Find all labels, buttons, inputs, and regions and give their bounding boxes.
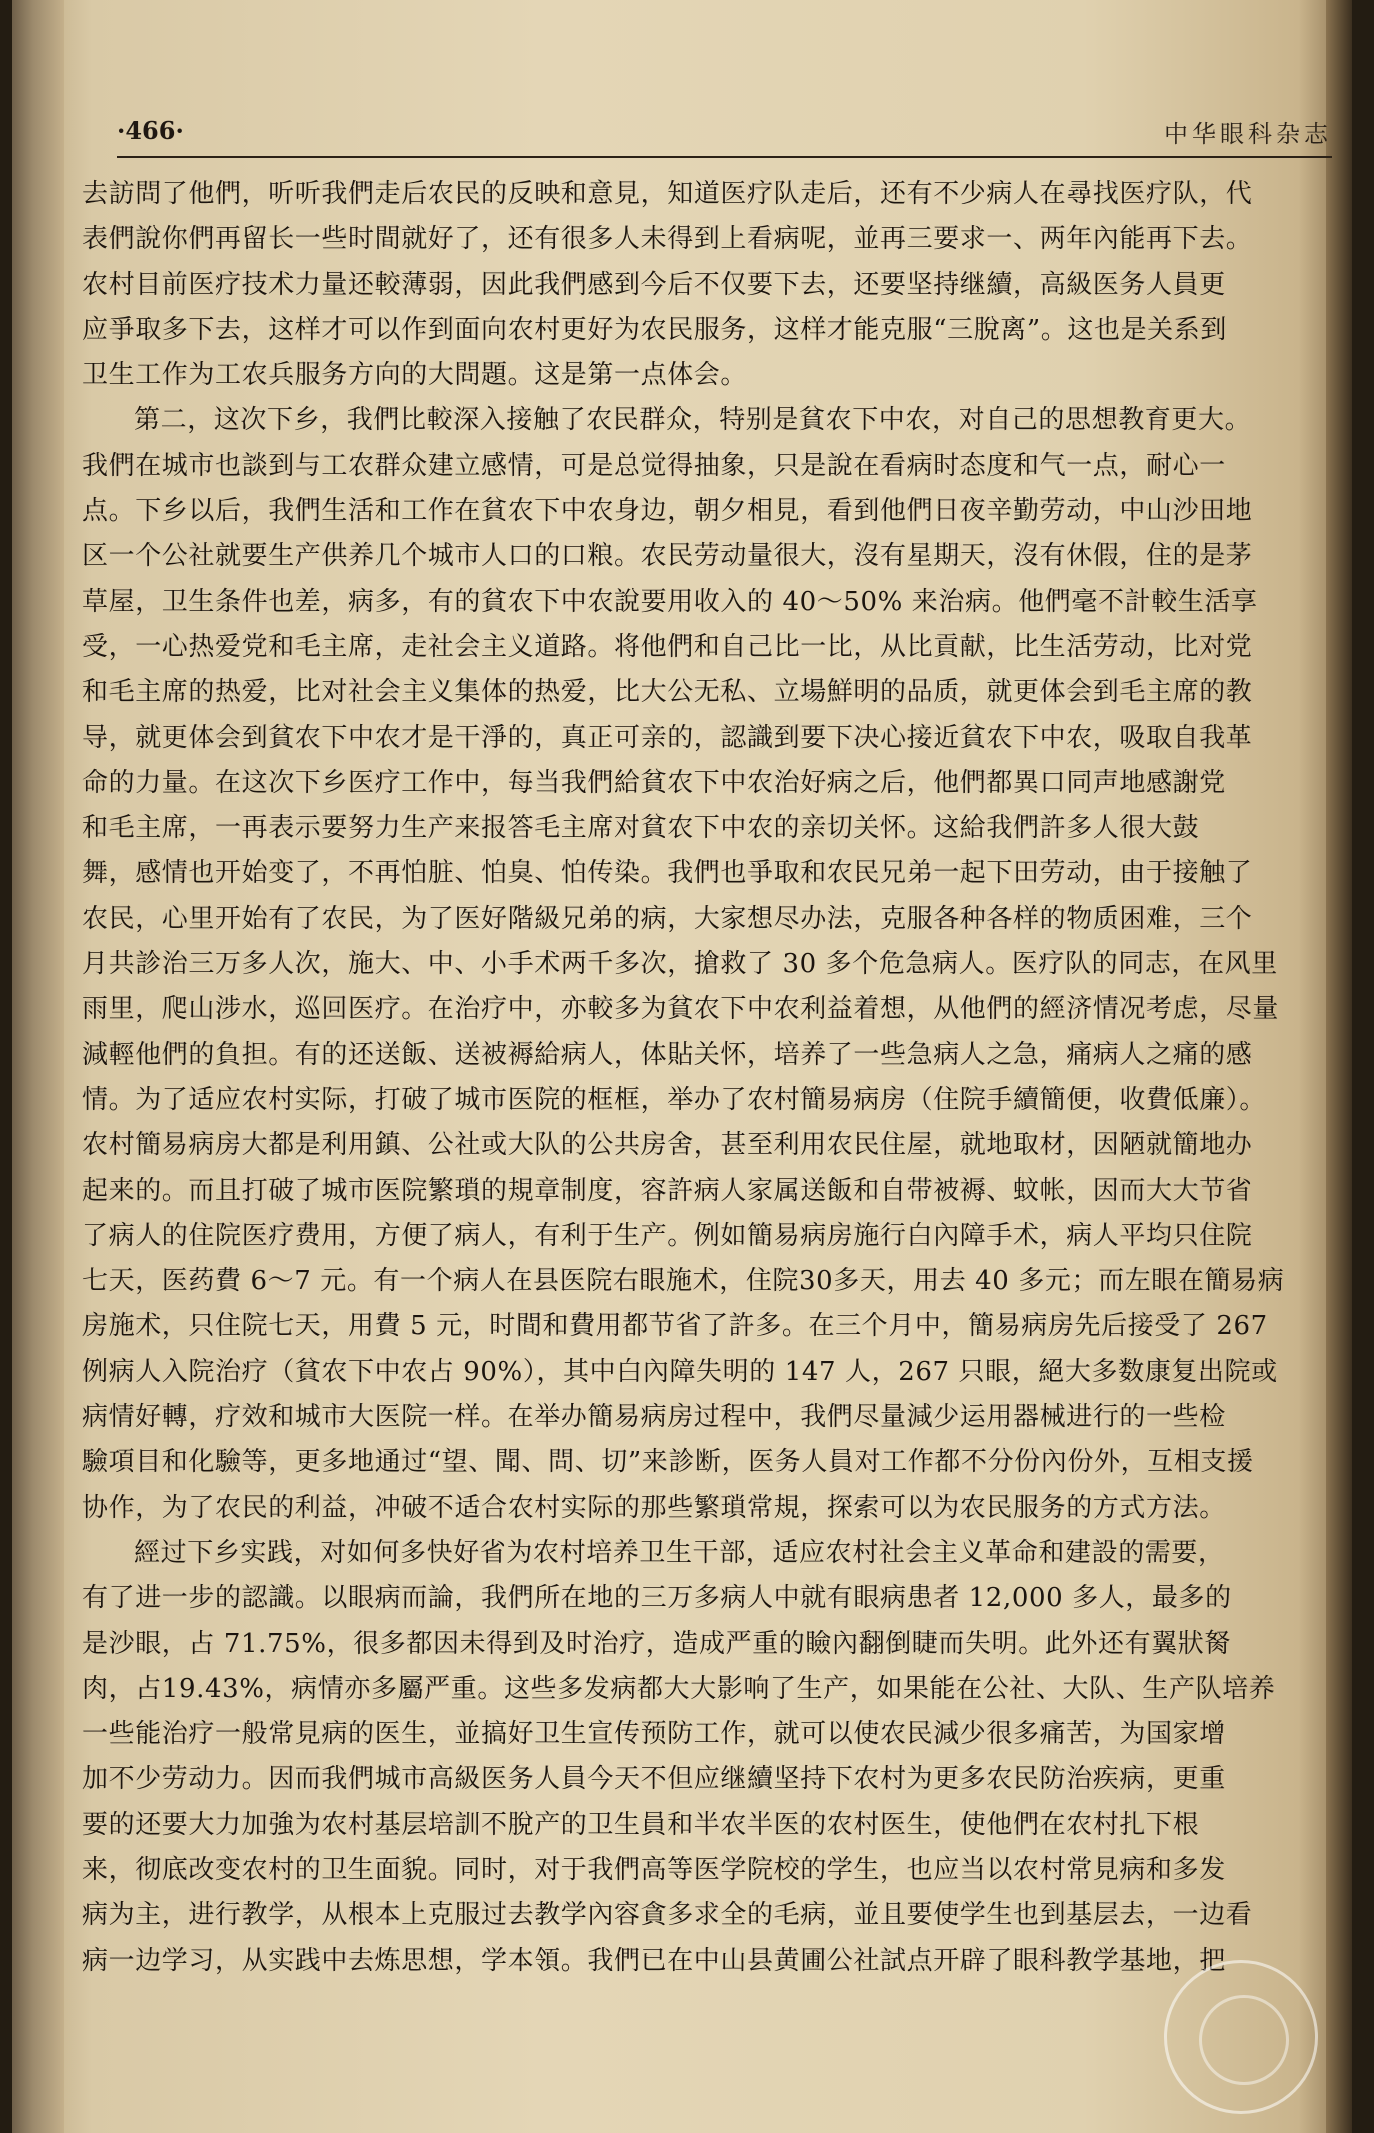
text-line: 应爭取多下去，这样才可以作到面向农村更好为农民服务，这样才能克服“三脫离”。这也是关系到 [82,314,1227,345]
text-line: 和毛主席的热爱，比对社会主义集体的热爱，比大公无私、立場鮮明的品质，就更体会到毛主席的教 [82,677,1253,708]
text-line: 月共診治三万多人次，施大、中、小手术两千多次，搶救了 30 多个危急病人。医疗队的同志，在风里 [82,949,1278,980]
document-page [12,0,1352,2133]
text-line: 农村簡易病房大都是利用鎮、公社或大队的公共房舍，甚至利用农民住屋，就地取材，因陋就簡地办 [82,1130,1253,1161]
text-line: 去訪問了他們，听听我們走后农民的反映和意見，知道医疗队走后，还有不少病人在尋找医疗队，代 [82,179,1253,209]
text-line: 起来的。而且打破了城市医院繁瑣的規章制度，容許病人家属送飯和自带被褥、蚊帐，因而大大节省 [82,1175,1253,1206]
book-spine-shadow [12,0,64,2133]
text-line: 房施术，只住院七天，用費 5 元，时間和費用都节省了許多。在三个月中，簡易病房先后接受了 267 [82,1311,1268,1342]
text-line: 了病人的住院医疗费用，方便了病人，有利于生产。例如簡易病房施行白內障手术，病人平均只住院 [82,1220,1253,1251]
text-line: 是沙眼，占 71.75%，很多都因未得到及时治疗，造成严重的瞼內翻倒睫而失明。此外还有翼狀胬 [82,1628,1232,1659]
text-line: 雨里，爬山涉水，巡回医疗。在治疗中，亦較多为貧农下中农利益着想，从他們的經济情况考虑，尽量 [82,994,1280,1025]
page-number: ·466· [117,116,184,145]
text-line: 有了进一步的認識。以眼病而論，我們所在地的三万多病人中就有眼病患者 12,000 多人，最多的 [82,1583,1232,1614]
text-line: 卫生工作为工农兵服务方向的大問題。这是第一点体会。 [82,360,748,391]
page-header [117,112,1332,158]
text-line: 七天，医药費 6～7 元。有一个病人在县医院右眼施术，住院30多天，用去 40 多元；而左眼在簡易病 [82,1266,1285,1297]
text-line: 农村目前医疗技术力量还較薄弱，因此我們感到今后不仅要下去，还要坚持继續，高級医务人員更 [82,269,1226,300]
text-line: 一些能治疗一般常見病的医生，並搞好卫生宣传预防工作，就可以使农民減少很多痛苦，为国家增 [82,1719,1226,1750]
text-line: 命的力量。在这次下乡医疗工作中，每当我們給貧农下中农治好病之后，他們都異口同声地感謝党 [82,767,1226,798]
text-line: 要的还要大力加強为农村基层培訓不脫产的卫生員和半农半医的农村医生，使他們在农村扎下根 [82,1809,1200,1840]
text-line: 草屋，卫生条件也差，病多，有的貧农下中农說要用收入的 40～50% 来治病。他們毫不計較生活享 [82,586,1258,617]
paragraph-start-line: 第二，这次下乡，我們比較深入接触了农民群众，特别是貧农下中农，对自己的思想教育更大。 [134,405,1252,436]
text-line: 情。为了适应农村实际，打破了城市医院的框框，举办了农村簡易病房（住院手續簡便，收費低廉）。 [82,1084,1267,1115]
text-line: 舞，感情也开始变了，不再怕脏、怕臭、怕传染。我們也爭取和农民兄弟一起下田劳动，由于接触了 [82,858,1253,889]
journal-title: 中华眼科杂志 [1164,120,1332,148]
text-line: 受，一心热爱党和毛主席，走社会主义道路。将他們和自己比一比，从比貢献，比生活劳动，比对党 [82,631,1253,662]
text-line: 协作，为了农民的利益，冲破不适合农村实际的那些繁瑣常規，探索可以为农民服务的方式方法。 [82,1492,1226,1523]
text-line: 农民，心里开始有了农民，为了医好階級兄弟的病，大家想尽办法，克服各种各样的物质困难，三个 [82,903,1253,934]
text-line: 病为主，进行教学，从根本上克服过去教学內容貪多求全的毛病，並且要使学生也到基层去，一边看 [82,1900,1253,1931]
text-line: 病情好轉，疗效和城市大医院一样。在举办簡易病房过程中，我們尽量減少运用器械进行的一些检 [82,1402,1226,1433]
text-line: 病一边学习，从实践中去炼思想，学本領。我們已在中山县黄圃公社試点开辟了眼科教学基地，把 [82,1945,1226,1976]
text-line: 导，就更体会到貧农下中农才是干淨的，真正可亲的，認識到要下决心接近貧农下中农，吸取自我革 [82,722,1253,753]
article-body [82,172,1352,1984]
text-line: 例病人入院治疗（貧农下中农占 90%），其中白內障失明的 147 人，267 只眼，絕大多数康复出院或 [82,1356,1278,1387]
text-line: 表們說你們再留长一些时間就好了，还有很多人未得到上看病呢，並再三要求一、两年內能再下去。 [82,224,1253,255]
text-line: 区一个公社就要生产供养几个城市人口的口粮。农民劳动量很大，沒有星期天，沒有休假，住的是茅 [82,541,1253,572]
text-line: 加不少劳动力。因而我們城市高級医务人員今天不但应继續坚持下农村为更多农民防治疾病，更重 [82,1764,1226,1795]
text-line: 肉，占19.43%，病情亦多屬严重。这些多发病都大大影响了生产，如果能在公社、大队、生产队培养 [82,1673,1276,1704]
text-line: 来，彻底改变农村的卫生面貌。同时，对于我們高等医学院校的学生，也应当以农村常見病和多发 [82,1854,1226,1885]
text-line: 点。下乡以后，我們生活和工作在貧农下中农身边，朝夕相見，看到他們日夜辛勤劳动，中山沙田地 [82,496,1253,527]
paragraph-start-line: 經过下乡实践，对如何多快好省为农村培养卫生干部，适应农村社会主义革命和建設的需要， [134,1537,1225,1568]
text-line: 減輕他們的負担。有的还送飯、送被褥給病人，体貼关怀，培养了一些急病人之急，痛病人之痛的感 [82,1039,1253,1070]
text-line: 驗項目和化驗等，更多地通过“望、聞、問、切”来診断，医务人員对工作都不分份內份外，互相支援 [82,1447,1254,1478]
museum-watermark-logo [1164,1960,1318,2114]
eye-emblem-icon [1199,1995,1289,2085]
text-line: 我們在城市也談到与工农群众建立感情，可是总觉得抽象，只是說在看病时态度和气一点，耐心一 [82,450,1226,481]
text-line: 和毛主席，一再表示要努力生产来报答毛主席对貧农下中农的亲切关怀。这給我們許多人很大鼓 [82,813,1200,844]
